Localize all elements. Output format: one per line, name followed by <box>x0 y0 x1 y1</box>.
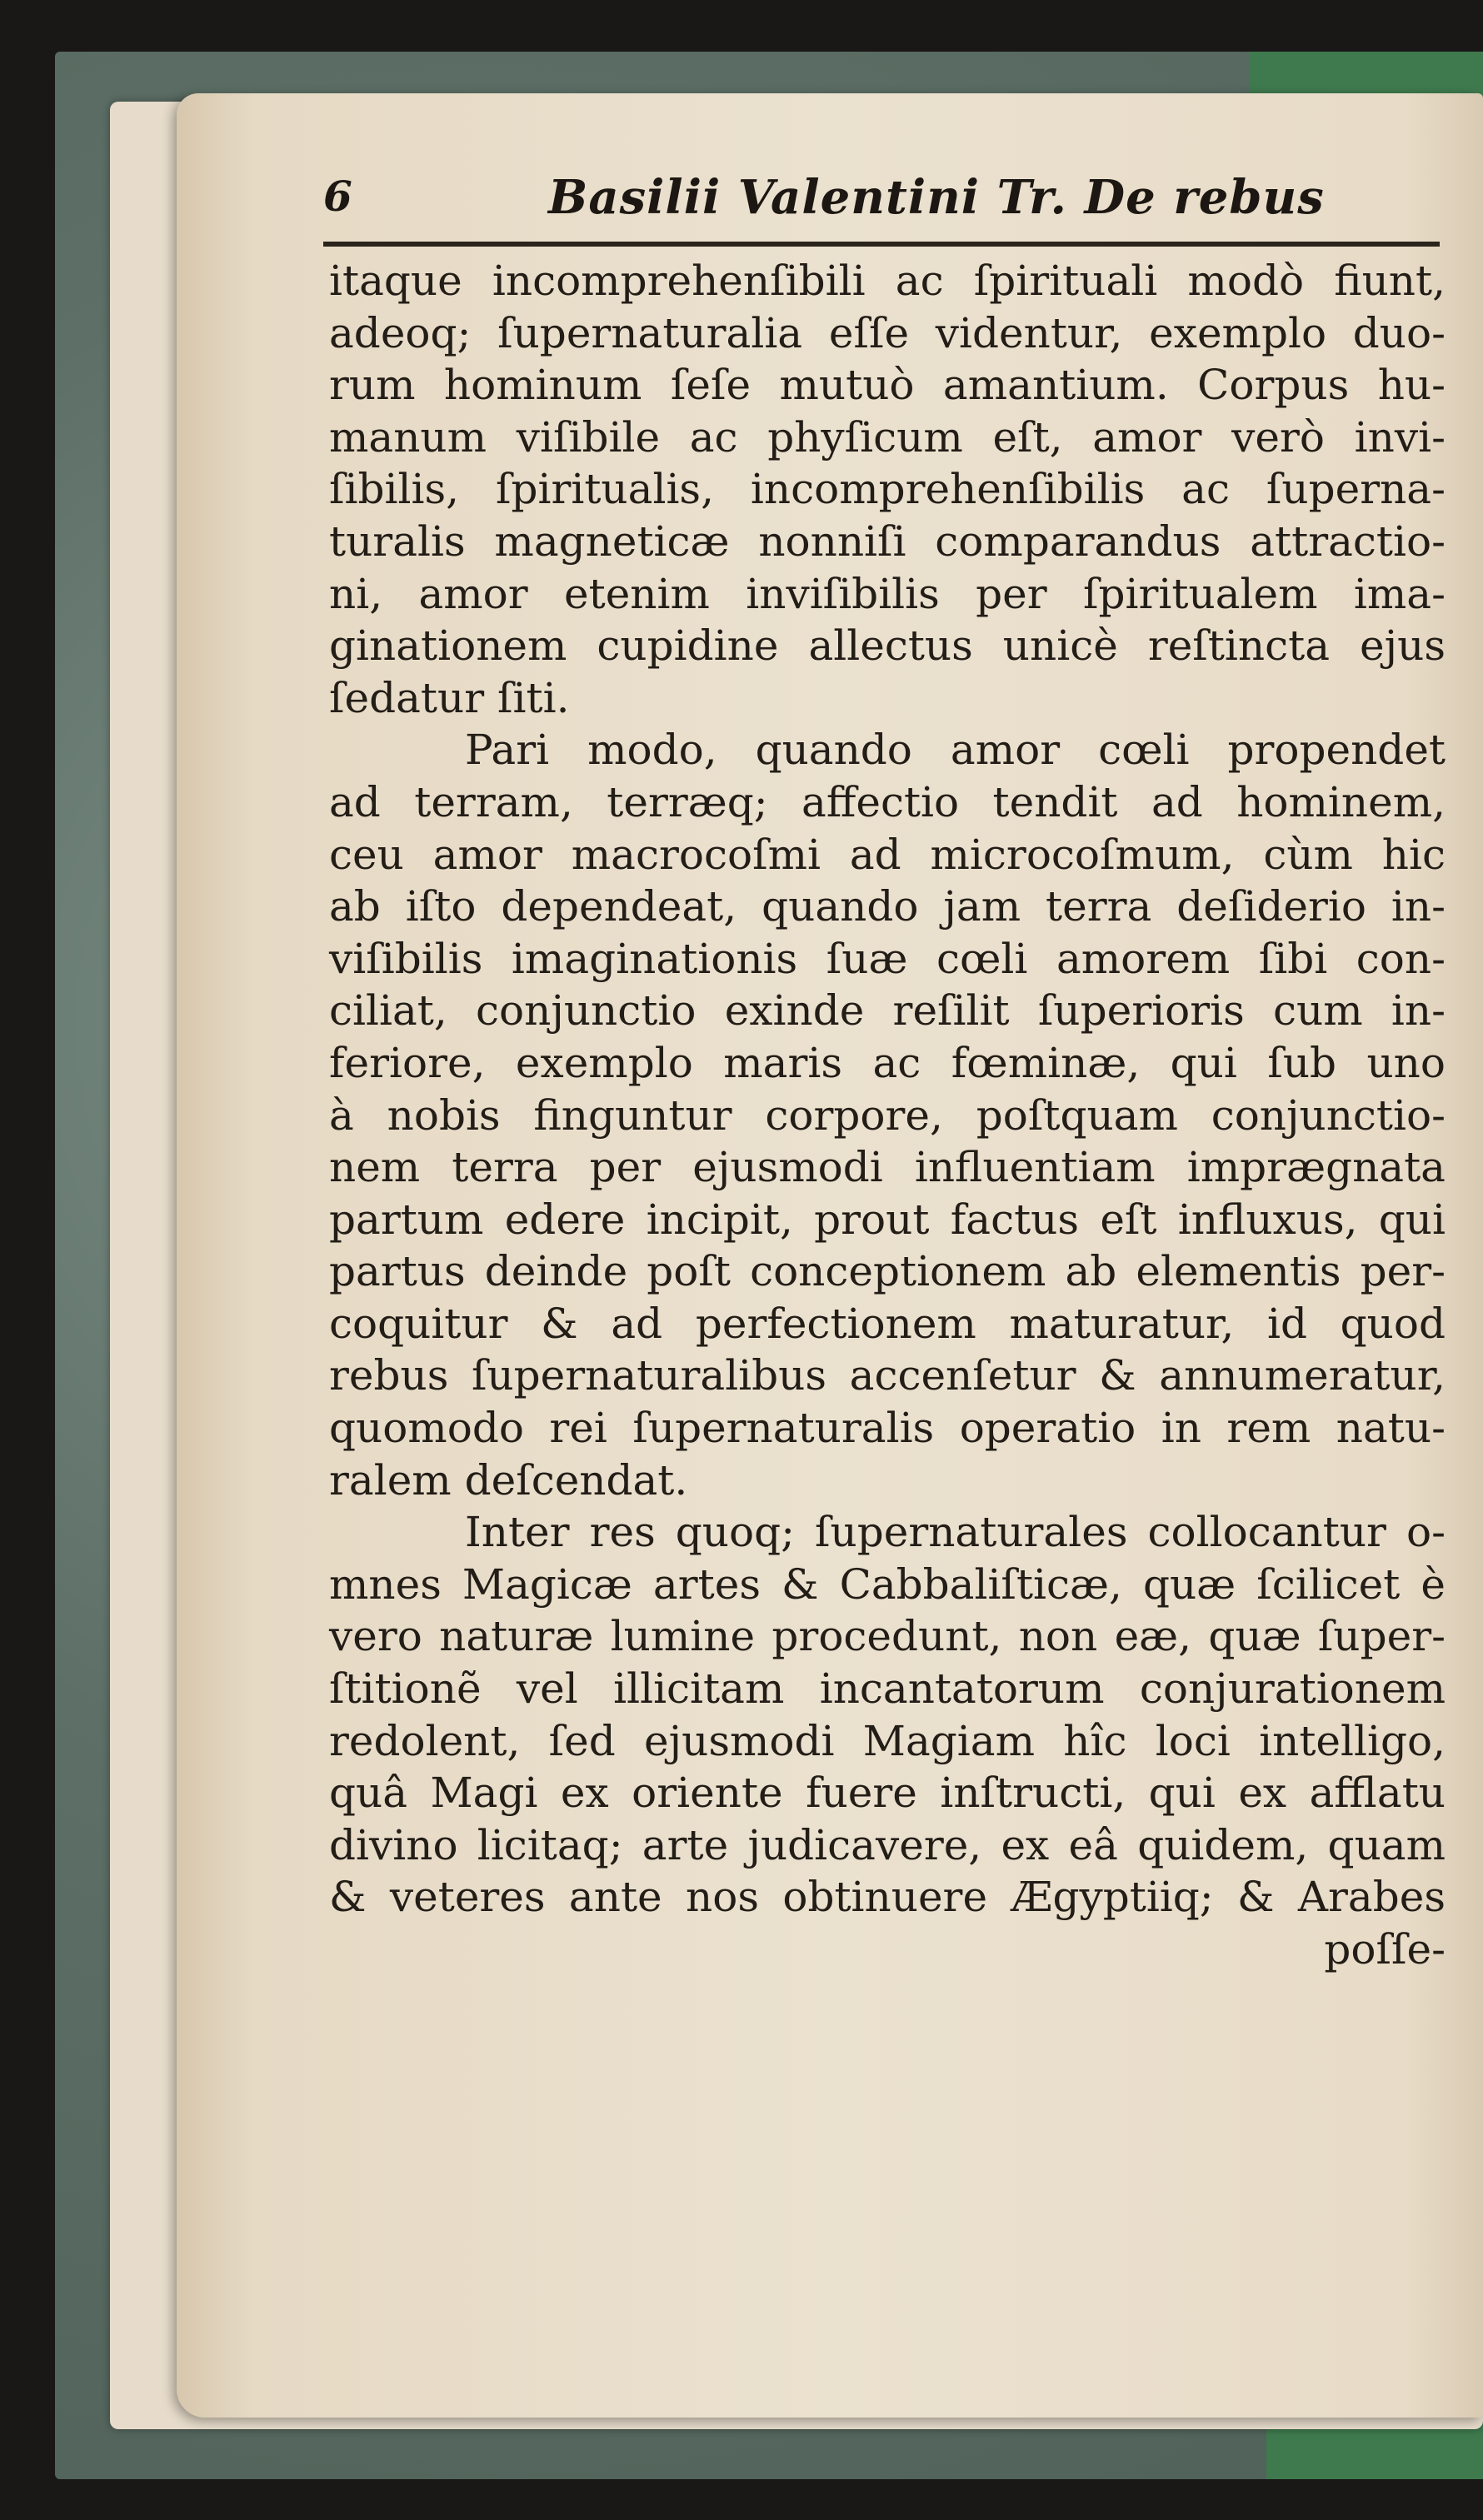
text-line: nem terra per ejusmodi influentiam imprægnata <box>329 1143 1446 1192</box>
text-line: vero naturæ lumine procedunt, non eæ, quæ ſuper- <box>329 1612 1446 1661</box>
text-line: quâ Magi ex oriente fuere inſtructi, qui ex afflatu <box>329 1769 1446 1818</box>
text-line: manum viſibile ac phyſicum eſt, amor verò invi- <box>329 412 1446 462</box>
text-line: ſibilis, ſpiritualis, incomprehenſibilis ac ſuperna- <box>329 465 1446 514</box>
text-line: ciliat, conjunctio exinde reſilit ſuperioris cum in- <box>329 986 1446 1035</box>
text-line: rum hominum ſeſe mutuò amantium. Corpus hu- <box>329 361 1446 410</box>
text-line: Pari modo, quando amor cœli propendet <box>465 726 1446 775</box>
text-line: partum edere incipit, prout factus eſt influxus, qui <box>329 1195 1446 1244</box>
text-line: & veteres ante nos obtinuere Ægyptiiq; & Arabes <box>329 1873 1446 1922</box>
text-line: ralem deſcendat. <box>329 1455 688 1505</box>
body-text <box>329 255 1446 1976</box>
text-line: mnes Magicæ artes & Cabbaliſticæ, quæ ſcilicet è <box>329 1559 1446 1609</box>
text-line: divino licitaq; arte judicavere, ex eâ quidem, quam <box>329 1820 1446 1869</box>
cover-spine-bottom <box>1266 2421 1483 2479</box>
running-head: Basilii Valentini Tr. De rebus <box>548 170 1325 225</box>
text-line: feriore, exemplo maris ac fœminæ, qui ſub uno <box>329 1038 1446 1087</box>
text-line: ginationem cupidine allectus unicè reſtincta ejus <box>329 621 1446 671</box>
text-line: à nobis finguntur corpore, poſtquam conjunctio- <box>329 1090 1446 1140</box>
page-number: 6 <box>323 172 352 221</box>
text-line: ab iſto dependeat, quando jam terra deſiderio in- <box>329 882 1446 931</box>
text-line: Inter res quoq; ſupernaturales collocantur o- <box>465 1508 1446 1557</box>
text-line: partus deinde poſt conceptionem ab elementis per- <box>329 1247 1446 1296</box>
text-line: ceu amor macrocoſmi ad microcoſmum, cùm hic <box>329 830 1446 879</box>
text-line: ſtitionẽ vel illicitam incantatorum conjurationem <box>329 1664 1446 1714</box>
text-line: itaque incomprehenſibili ac ſpirituali modò fiunt, <box>329 257 1446 305</box>
text-line: coquitur & ad perfectionem maturatur, id quod <box>329 1299 1446 1348</box>
text-line: redolent, ſed ejusmodi Magiam hîc loci intelligo, <box>329 1716 1446 1765</box>
text-line: rebus ſupernaturalibus accenſetur & annumeratur, <box>329 1351 1446 1400</box>
catchword: poſſe- <box>1324 1925 1446 1974</box>
header-rule <box>323 242 1440 247</box>
text-line: turalis magneticæ nonniſi comparandus attractio- <box>329 516 1446 566</box>
text-line: quomodo rei ſupernaturalis operatio in rem natu- <box>329 1404 1446 1453</box>
text-line: viſibilis imaginationis ſuæ cœli amorem ſibi con- <box>329 934 1446 983</box>
text-line: ſedatur ſiti. <box>329 673 570 722</box>
text-line: ni, amor etenim inviſibilis per ſpiritualem ima- <box>329 569 1446 618</box>
text-line: adeoq; ſupernaturalia eſſe videntur, exemplo duo- <box>329 308 1446 357</box>
page-header <box>323 167 1440 242</box>
text-line: ad terram, terræq; affectio tendit ad hominem, <box>329 777 1446 826</box>
